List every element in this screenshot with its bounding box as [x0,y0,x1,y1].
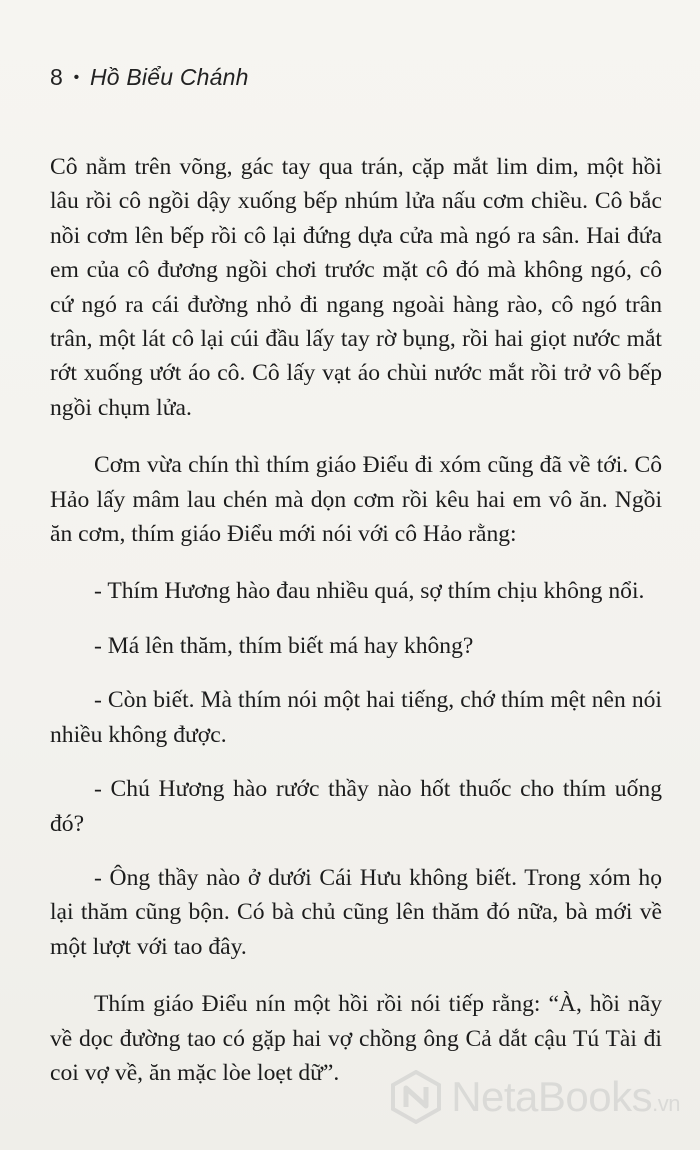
dialogue-line: - Ông thầy nào ở dưới Cái Hưu không biết. Trong xóm họ lại thăm cũng bộn. Có bà chủ cũng lên thăm đó nữa, bà mới về một lượt với tao đây. [50,864,662,960]
running-head [50,64,249,91]
header-separator: • [73,69,80,86]
paragraph: Cô nằm trên võng, gác tay qua trán, cặp mắt lim dim, một hồi lâu rồi cô ngồi dậy xuống bếp nhúm lửa nấu cơm chiều. Cô bắc nồi cơm lên bếp rồi cô lại đứng dựa cửa mà ngó ra sân. Hai đứa em của cô đương ngồi chơi trước mặt cô đó mà không ngó, cô cứ ngó ra cái đường nhỏ đi ngang ngoài hàng rào, cô ngó trân trân, một lát cô lại cúi đầu lấy tay rờ bụng, rồi hai giọt nước mắt rớt xuống ướt áo cô. Cô lấy vạt áo chùi nước mắt rồi trở vô bếp ngồi chụm lửa. [50,154,662,421]
watermark [389,1070,680,1124]
watermark-text [451,1073,680,1121]
dialogue-line: - Còn biết. Mà thím nói một hai tiếng, chớ thím mệt nên nói nhiều không được. [50,687,662,748]
body-text [50,150,662,1090]
paragraph: Thím giáo Điểu nín một hồi rồi nói tiếp rằng: “À, hồi nãy về dọc đường tao có gặp hai vợ chồng ông Cả dắt cậu Tú Tài đi coi vợ về, ăn mặc lòe loẹt dữ”. [50,991,662,1086]
watermark-tld: .vn [652,1091,680,1116]
dialogue-line: - Thím Hương hào đau nhiều quá, sợ thím chịu không nổi. [94,578,645,605]
netabooks-logo-icon [389,1070,443,1124]
page-number: 8 [50,64,63,90]
paragraph: Cơm vừa chín thì thím giáo Điểu đi xóm cũng đã về tới. Cô Hảo lấy mâm lau chén mà dọn cơm rồi kêu hai em vô ăn. Ngồi ăn cơm, thím giáo Điểu mới nói với cô Hảo rằng: [50,452,662,548]
watermark-brand: NetaBooks [451,1073,653,1120]
dialogue-line: - Chú Hương hào rước thầy nào hốt thuốc cho thím uống đó? [50,776,662,837]
dialogue-line: - Má lên thăm, thím biết má hay không? [94,632,474,659]
author-name: Hồ Biểu Chánh [90,64,249,90]
